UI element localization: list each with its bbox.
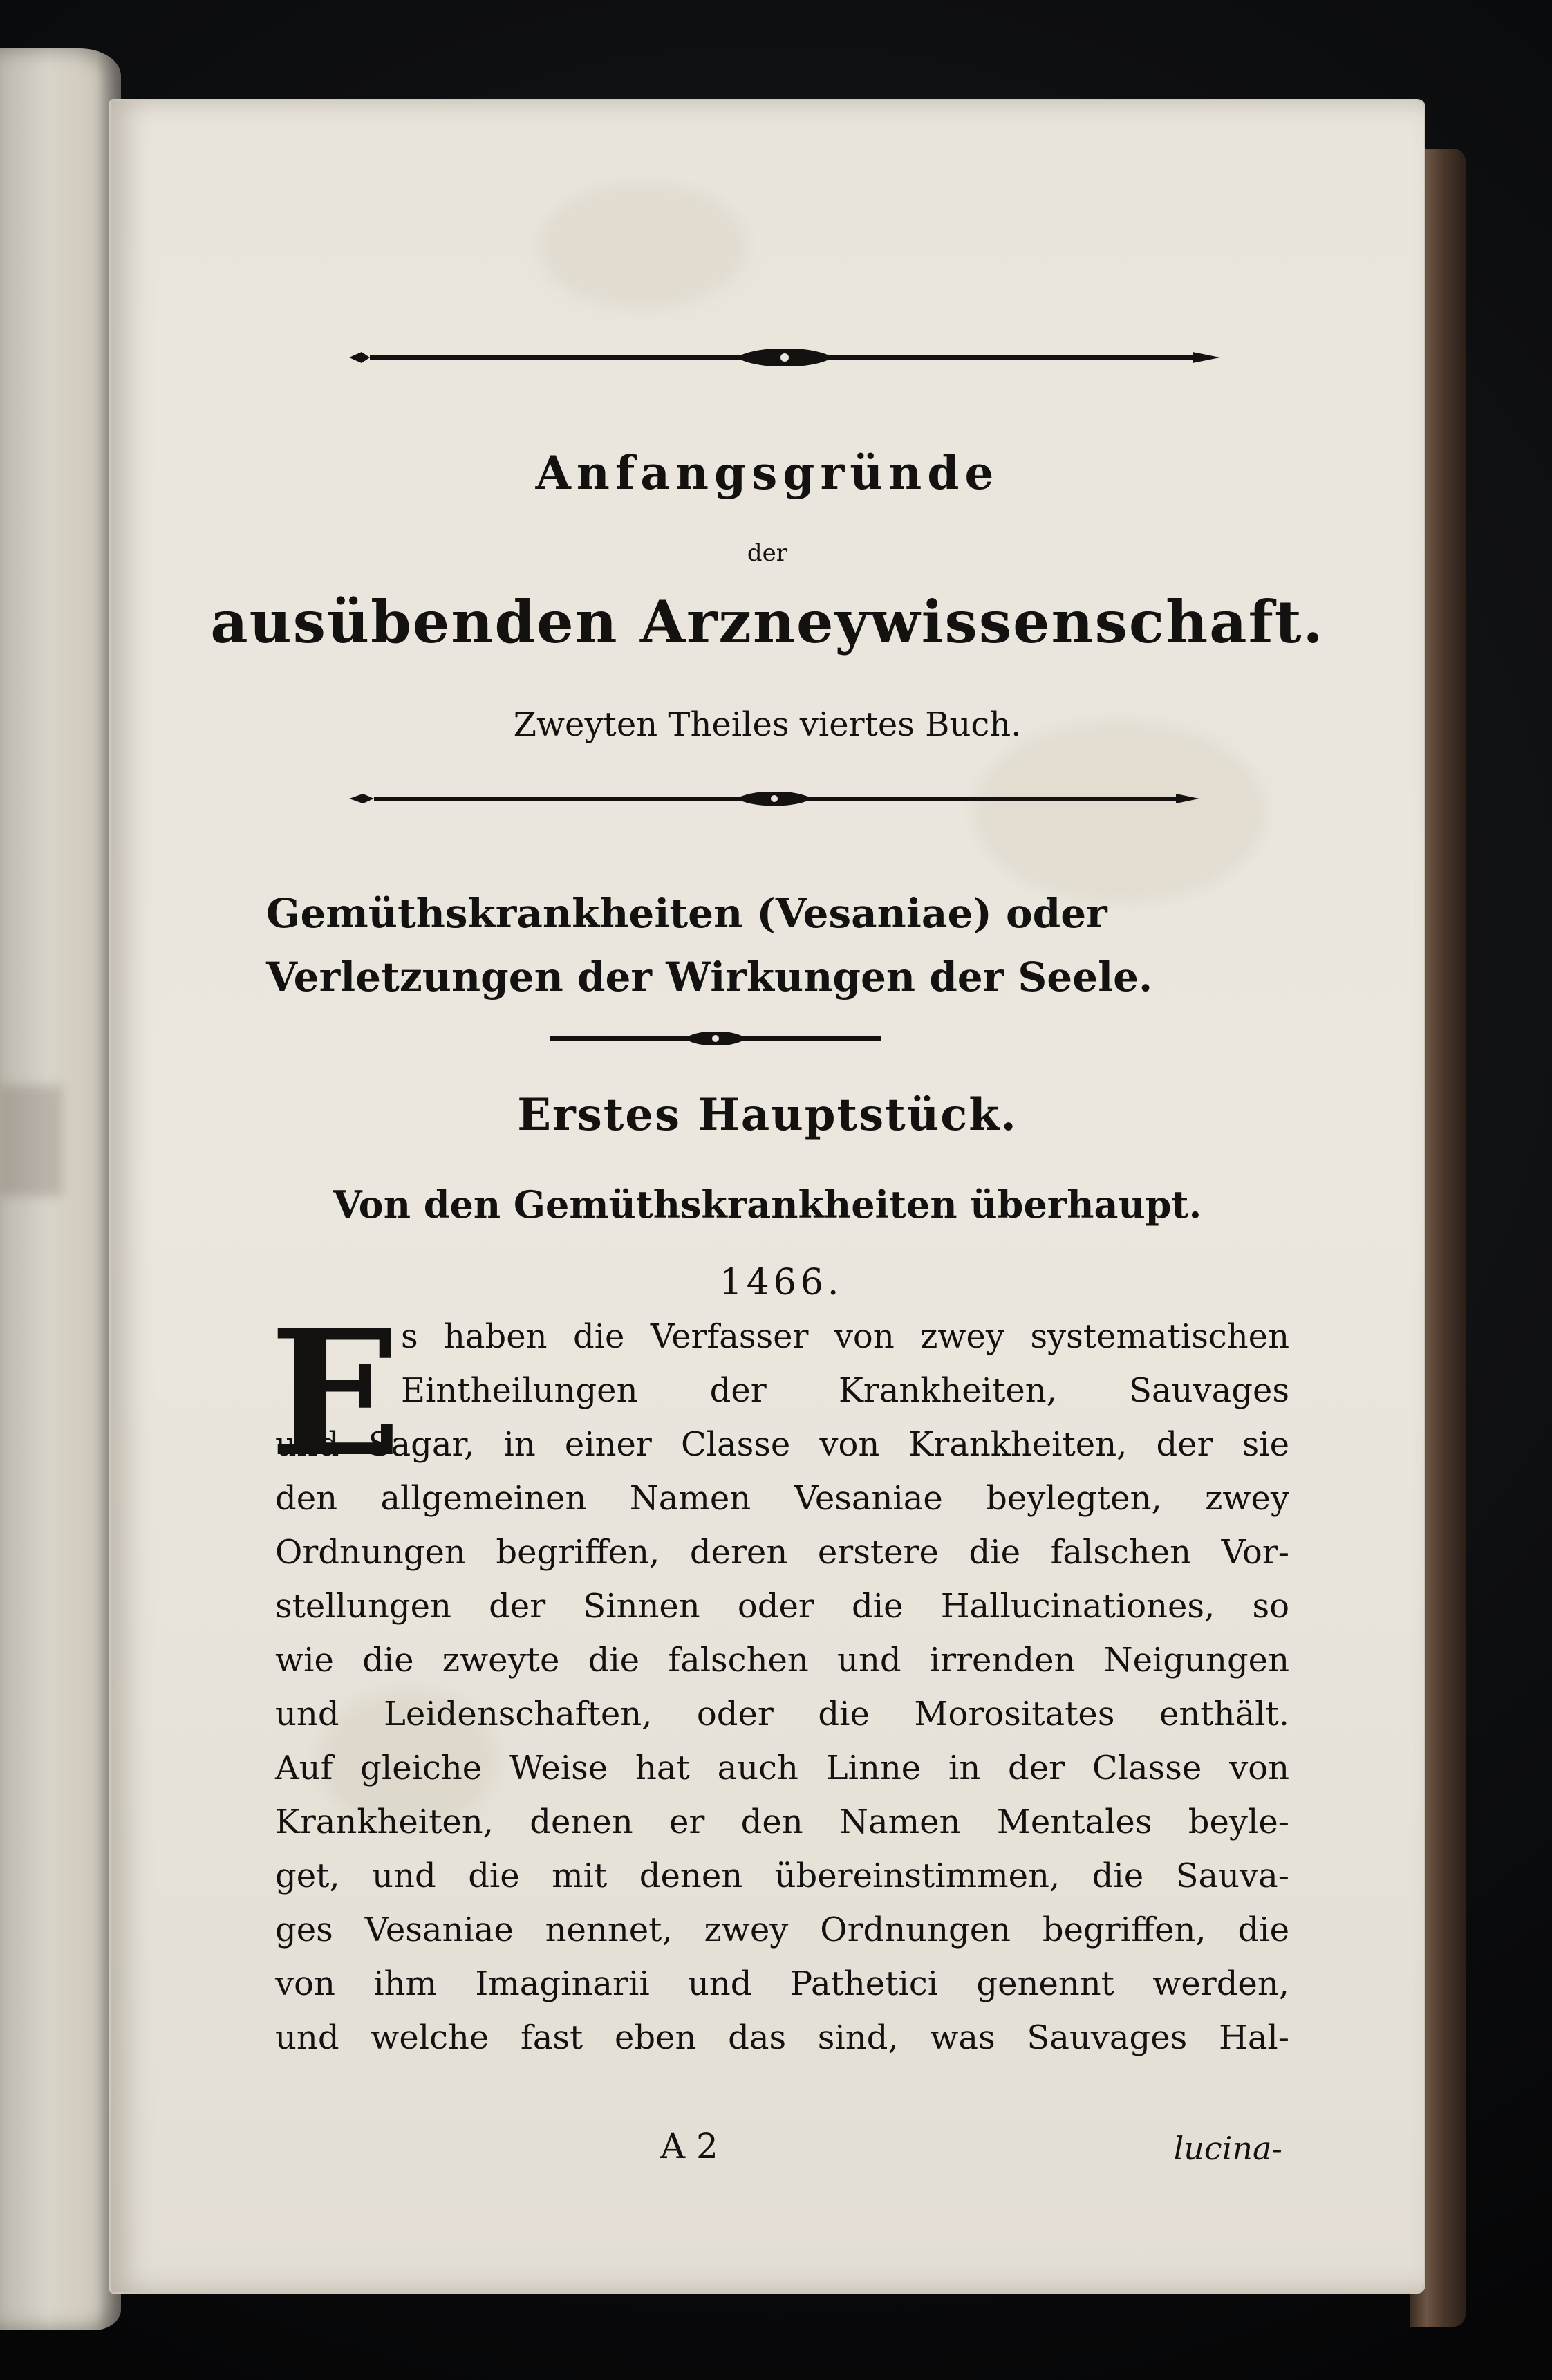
signature-mark: A 2	[660, 2126, 718, 2166]
catchword: lucina-	[1173, 2130, 1282, 2167]
text-line: und welche fast eben das sind, was Sauvages Hal-	[275, 2018, 1289, 2057]
section-title: Gemüthskrankheiten (Vesaniae) oder Verletzungen der Wirkungen der Seele.	[266, 890, 1153, 1001]
paper-stain	[539, 183, 747, 308]
book-title-line-1: Anfangsgründe	[535, 446, 1000, 500]
book-title-line-2: ausübenden Arzneywissenschaft.	[210, 588, 1325, 656]
text-line: Auf gleiche Weise hat auch Linne in der Classe von	[275, 1749, 1289, 1787]
left-page-edge	[0, 48, 121, 2330]
text-line: Ordnungen begriffen, deren erstere die falschen Vor-	[275, 1533, 1289, 1572]
text-line: und Leidenschaften, oder die Morositates enthält.	[275, 1695, 1289, 1733]
left-page-ink-bleed	[0, 1086, 62, 1196]
text-line: stellungen der Sinnen oder die Hallucinationes, so	[275, 1587, 1289, 1626]
text-line: ges Vesaniae nennet, zwey Ordnungen begriffen, die	[275, 1910, 1289, 1949]
drop-cap-letter: E	[270, 1292, 402, 1495]
chapter-subtitle: Von den Gemüthskrankheiten überhaupt.	[333, 1182, 1202, 1227]
paper-stain	[975, 723, 1265, 902]
text-line: von ihm Imaginarii und Pathetici genennt werden,	[275, 1964, 1289, 2003]
text-line: s haben die Verfasser von zwey systematischen	[401, 1317, 1289, 1356]
top-ornament-rule	[349, 349, 1220, 366]
text-line: Eintheilungen der Krankheiten, Sauvages	[401, 1371, 1289, 1410]
book-subtitle: Zweyten Theiles viertes Buch.	[513, 705, 1022, 744]
text-line: und Sagar, in einer Classe von Krankheiten, der sie	[275, 1425, 1289, 1464]
middle-ornament-rule	[349, 792, 1199, 806]
text-line: wie die zweyte die falschen und irrenden Neigungen	[275, 1641, 1289, 1680]
text-line: Krankheiten, denen er den Namen Mentales beyle-	[275, 1803, 1289, 1841]
chapter-title: Erstes Hauptstück.	[517, 1089, 1018, 1141]
paragraph-number: 1466.	[719, 1262, 843, 1303]
recto-page	[111, 100, 1424, 2292]
book-title-connector: der	[747, 539, 788, 567]
text-line: den allgemeinen Namen Vesaniae beylegten, zwey	[275, 1479, 1289, 1518]
text-line: get, und die mit denen übereinstimmen, die Sauva-	[275, 1857, 1289, 1895]
small-ornament-rule	[550, 1032, 881, 1045]
